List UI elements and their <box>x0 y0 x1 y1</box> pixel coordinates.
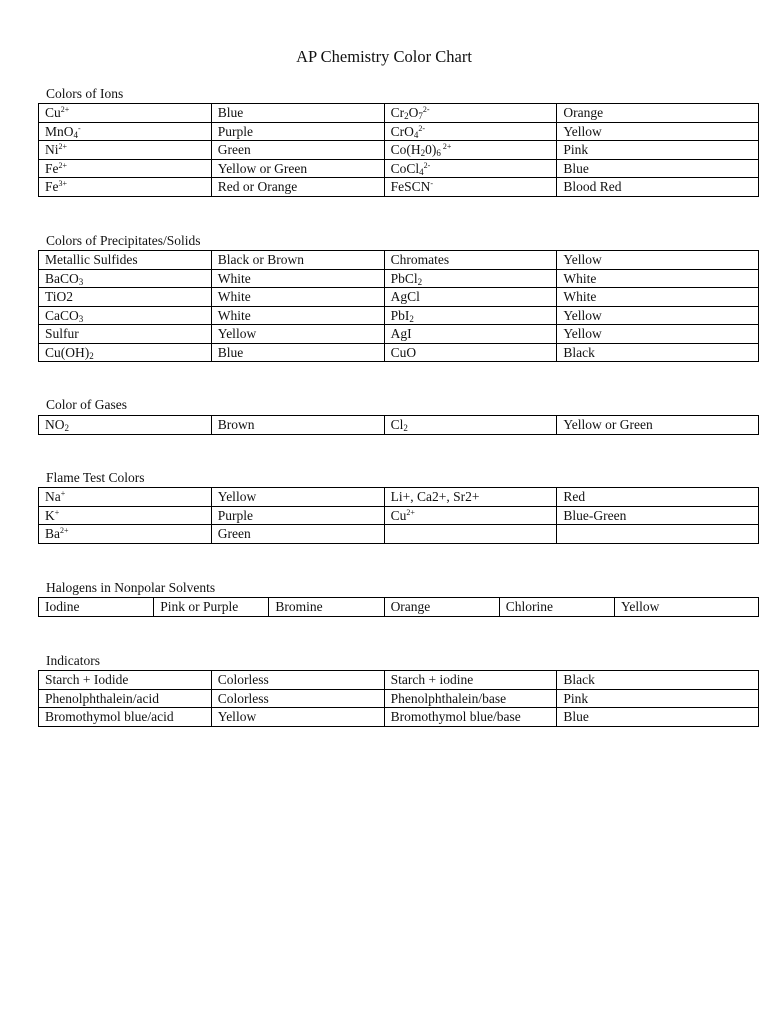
cell-text: Iodine <box>45 599 80 615</box>
table-cell <box>39 689 212 708</box>
cell-text: TiO2 <box>45 289 74 305</box>
table-row <box>39 506 759 525</box>
ions-table <box>38 103 759 197</box>
table-cell <box>211 122 384 141</box>
table-cell <box>211 689 384 708</box>
cell-text: Purple <box>217 507 254 523</box>
table-cell <box>211 141 384 160</box>
table-cell <box>39 325 212 344</box>
cell-text: Blue <box>217 105 244 121</box>
cell-text: White <box>563 270 597 286</box>
cell-text: Cu(OH) <box>45 344 90 360</box>
cell-text: Bromothymol blue/base <box>390 709 521 725</box>
cell-text: Fe <box>45 179 59 195</box>
superscript: - <box>78 123 81 133</box>
table-cell <box>384 159 557 178</box>
cell-text: Phenolphthalein/base <box>390 690 507 706</box>
table-row <box>39 269 759 288</box>
cell-text: Na <box>45 489 61 505</box>
table-row <box>39 122 759 141</box>
cell-text: CaCO <box>45 307 79 323</box>
table-cell <box>384 325 557 344</box>
cell-text: Starch + iodine <box>390 672 474 688</box>
table-cell <box>211 708 384 727</box>
table-cell <box>39 343 212 362</box>
cell-text: Cu <box>45 105 61 121</box>
table-row <box>39 325 759 344</box>
cell-text: Blue <box>563 709 589 725</box>
superscript: 3+ <box>58 179 68 189</box>
table-cell <box>39 306 212 325</box>
cell-text: Pink <box>563 690 589 706</box>
halogens-table <box>38 597 759 617</box>
table-cell <box>211 269 384 288</box>
superscript: + <box>54 507 60 517</box>
superscript: 2+ <box>60 526 69 536</box>
subscript: 7 <box>418 111 423 122</box>
superscript: + <box>60 489 66 499</box>
cell-text: Li+, Ca2+, Sr2+ <box>390 489 480 505</box>
table-cell <box>384 506 557 525</box>
cell-text: Yellow <box>217 489 257 505</box>
cell-text: Cl <box>390 417 404 433</box>
cell-text: Co(H <box>390 142 421 158</box>
cell-text: CuO <box>390 344 417 360</box>
table-cell <box>39 288 212 307</box>
cell-text: Black <box>563 344 595 360</box>
cell-text: CoCl <box>390 160 420 176</box>
table-cell <box>557 525 759 544</box>
section-heading-precipitates: Colors of Precipitates/Solids <box>46 233 201 248</box>
table-cell <box>39 708 212 727</box>
cell-text: Yellow or Green <box>563 417 653 433</box>
table-cell <box>384 671 557 690</box>
table-cell <box>39 122 212 141</box>
table-cell <box>211 104 384 123</box>
subscript: 2 <box>420 148 426 159</box>
table-cell <box>384 708 557 727</box>
section-heading-halogens: Halogens in Nonpolar Solvents <box>46 580 216 595</box>
table-cell <box>384 416 557 435</box>
cell-text: Blue <box>563 160 589 176</box>
table-cell <box>384 269 557 288</box>
table-cell <box>384 525 557 544</box>
table-cell <box>384 343 557 362</box>
section-heading-gases: Color of Gases <box>46 397 127 412</box>
superscript: 2+ <box>58 160 68 170</box>
subscript: 4 <box>73 129 79 140</box>
table-cell <box>384 104 557 123</box>
indicators-table <box>38 670 759 727</box>
cell-text: Colorless <box>217 672 269 688</box>
table-row <box>39 104 759 123</box>
table-cell <box>211 159 384 178</box>
subscript: 2 <box>417 276 423 287</box>
table-cell <box>269 598 384 617</box>
table-cell <box>557 343 759 362</box>
table-cell <box>39 251 212 270</box>
table-cell <box>39 159 212 178</box>
cell-text: Ba <box>45 526 60 542</box>
table-row <box>39 671 759 690</box>
cell-text: Orange <box>390 599 431 615</box>
table-cell <box>557 178 759 197</box>
cell-text: Metallic Sulfides <box>45 252 138 268</box>
superscript: 2- <box>422 105 430 115</box>
table-cell <box>384 598 499 617</box>
table-row <box>39 488 759 507</box>
cell-text: Orange <box>563 105 604 121</box>
table-cell <box>557 416 759 435</box>
cell-text: Phenolphthalein/acid <box>45 690 159 706</box>
table-cell <box>384 122 557 141</box>
superscript: 2+ <box>440 142 452 152</box>
table-cell <box>211 506 384 525</box>
table-cell <box>39 104 212 123</box>
cell-text: PbI <box>390 307 410 323</box>
cell-text: Bromine <box>275 599 323 615</box>
section-heading-indicators: Indicators <box>46 653 100 668</box>
cell-text: Cr <box>390 105 405 121</box>
table-cell <box>557 141 759 160</box>
subscript: 2 <box>89 350 94 361</box>
cell-text: Yellow or Green <box>217 160 308 176</box>
cell-text: Black <box>563 672 595 688</box>
table-cell <box>211 343 384 362</box>
cell-text: Blood Red <box>563 179 622 195</box>
cell-text: Blue <box>217 344 244 360</box>
table-cell <box>39 525 212 544</box>
subscript: 2 <box>409 313 414 324</box>
cell-text: Bromothymol blue/acid <box>45 709 174 725</box>
superscript: - <box>430 179 434 189</box>
precipitates-table <box>38 250 759 362</box>
cell-text: Yellow <box>563 252 602 268</box>
table-cell <box>557 708 759 727</box>
cell-text: FeSCN <box>390 179 431 195</box>
cell-text: Chlorine <box>505 599 553 615</box>
table-cell <box>39 488 212 507</box>
cell-text: Sulfur <box>45 326 79 342</box>
superscript: 2+ <box>58 142 68 152</box>
table-row <box>39 708 759 727</box>
subscript: 3 <box>78 276 84 287</box>
superscript: 2- <box>418 123 426 133</box>
cell-text: AgCl <box>390 289 420 305</box>
subscript: 6 <box>436 148 441 159</box>
table-cell <box>384 178 557 197</box>
table-cell <box>557 689 759 708</box>
cell-text: Fe <box>45 160 59 176</box>
table-cell <box>557 251 759 270</box>
cell-text: AgI <box>390 326 412 342</box>
table-cell <box>39 671 212 690</box>
table-cell <box>39 141 212 160</box>
table-cell <box>39 598 154 617</box>
table-row <box>39 178 759 197</box>
flame-table <box>38 487 759 544</box>
superscript: 2+ <box>406 507 415 517</box>
cell-text: Pink <box>563 142 589 158</box>
table-cell <box>557 269 759 288</box>
table-row <box>39 525 759 544</box>
table-cell <box>557 288 759 307</box>
table-cell <box>39 178 212 197</box>
table-cell <box>39 416 212 435</box>
section-heading-flame: Flame Test Colors <box>46 470 145 485</box>
table-row <box>39 159 759 178</box>
table-cell <box>384 141 557 160</box>
table-cell <box>39 269 212 288</box>
table-cell <box>557 306 759 325</box>
subscript: 3 <box>78 313 84 324</box>
table-row <box>39 689 759 708</box>
table-cell <box>211 525 384 544</box>
subscript: 4 <box>419 166 424 177</box>
cell-text: O <box>408 105 419 121</box>
cell-text: CrO <box>390 123 414 139</box>
subscript: 4 <box>413 129 419 140</box>
table-row <box>39 141 759 160</box>
cell-text: BaCO <box>45 270 79 286</box>
cell-text: K <box>45 507 55 523</box>
table-cell <box>557 122 759 141</box>
cell-text: 0) <box>425 142 437 158</box>
table-cell <box>499 598 614 617</box>
table-cell <box>557 488 759 507</box>
table-cell <box>384 306 557 325</box>
table-cell <box>384 488 557 507</box>
cell-text: Purple <box>217 123 254 139</box>
cell-text: Colorless <box>217 690 269 706</box>
table-cell <box>557 159 759 178</box>
page-title: AP Chemistry Color Chart <box>296 47 472 66</box>
cell-text: MnO <box>45 123 74 139</box>
cell-text: Green <box>217 526 251 542</box>
cell-text: Black or Brown <box>217 252 305 268</box>
table-cell <box>154 598 269 617</box>
cell-text: Blue-Green <box>563 507 627 523</box>
table-cell <box>557 506 759 525</box>
table-row <box>39 288 759 307</box>
cell-text: Pink or Purple <box>160 599 239 615</box>
cell-text: Green <box>217 142 251 158</box>
gases-table <box>38 415 759 435</box>
subscript: 2 <box>64 423 69 434</box>
cell-text: White <box>217 307 251 323</box>
table-row <box>39 343 759 362</box>
table-cell <box>384 288 557 307</box>
table-row <box>39 306 759 325</box>
table-cell <box>557 671 759 690</box>
table-cell <box>211 288 384 307</box>
table-cell <box>39 506 212 525</box>
table-cell <box>384 251 557 270</box>
cell-text: Starch + Iodide <box>45 672 129 688</box>
section-heading-ions: Colors of Ions <box>46 86 124 101</box>
cell-text: Yellow <box>563 307 602 323</box>
cell-text: White <box>563 289 597 305</box>
table-cell <box>614 598 758 617</box>
table-cell <box>557 325 759 344</box>
table-row <box>39 416 759 435</box>
table-cell <box>211 416 384 435</box>
cell-text: Chromates <box>390 252 450 268</box>
table-cell <box>557 104 759 123</box>
table-cell <box>211 251 384 270</box>
subscript: 2 <box>403 423 408 434</box>
table-cell <box>211 671 384 690</box>
cell-text: Yellow <box>217 326 257 342</box>
cell-text: Red or Orange <box>217 179 298 195</box>
table-cell <box>384 689 557 708</box>
superscript: 2+ <box>60 105 70 115</box>
cell-text: Yellow <box>563 123 602 139</box>
table-row <box>39 598 759 617</box>
cell-text: Yellow <box>620 599 660 615</box>
table-row <box>39 251 759 270</box>
cell-text: Red <box>563 489 586 505</box>
cell-text: Ni <box>45 142 59 158</box>
cell-text: NO <box>45 417 65 433</box>
cell-text: Brown <box>217 417 255 433</box>
table-cell <box>211 178 384 197</box>
table-cell <box>211 325 384 344</box>
cell-text: Cu <box>390 507 407 523</box>
table-cell <box>211 488 384 507</box>
table-cell <box>211 306 384 325</box>
subscript: 2 <box>404 111 409 122</box>
cell-text: Yellow <box>563 326 602 342</box>
cell-text: Yellow <box>217 709 257 725</box>
cell-text: White <box>217 270 251 286</box>
cell-text: PbCl <box>390 270 418 286</box>
superscript: 2- <box>423 160 431 170</box>
cell-text: White <box>217 289 251 305</box>
